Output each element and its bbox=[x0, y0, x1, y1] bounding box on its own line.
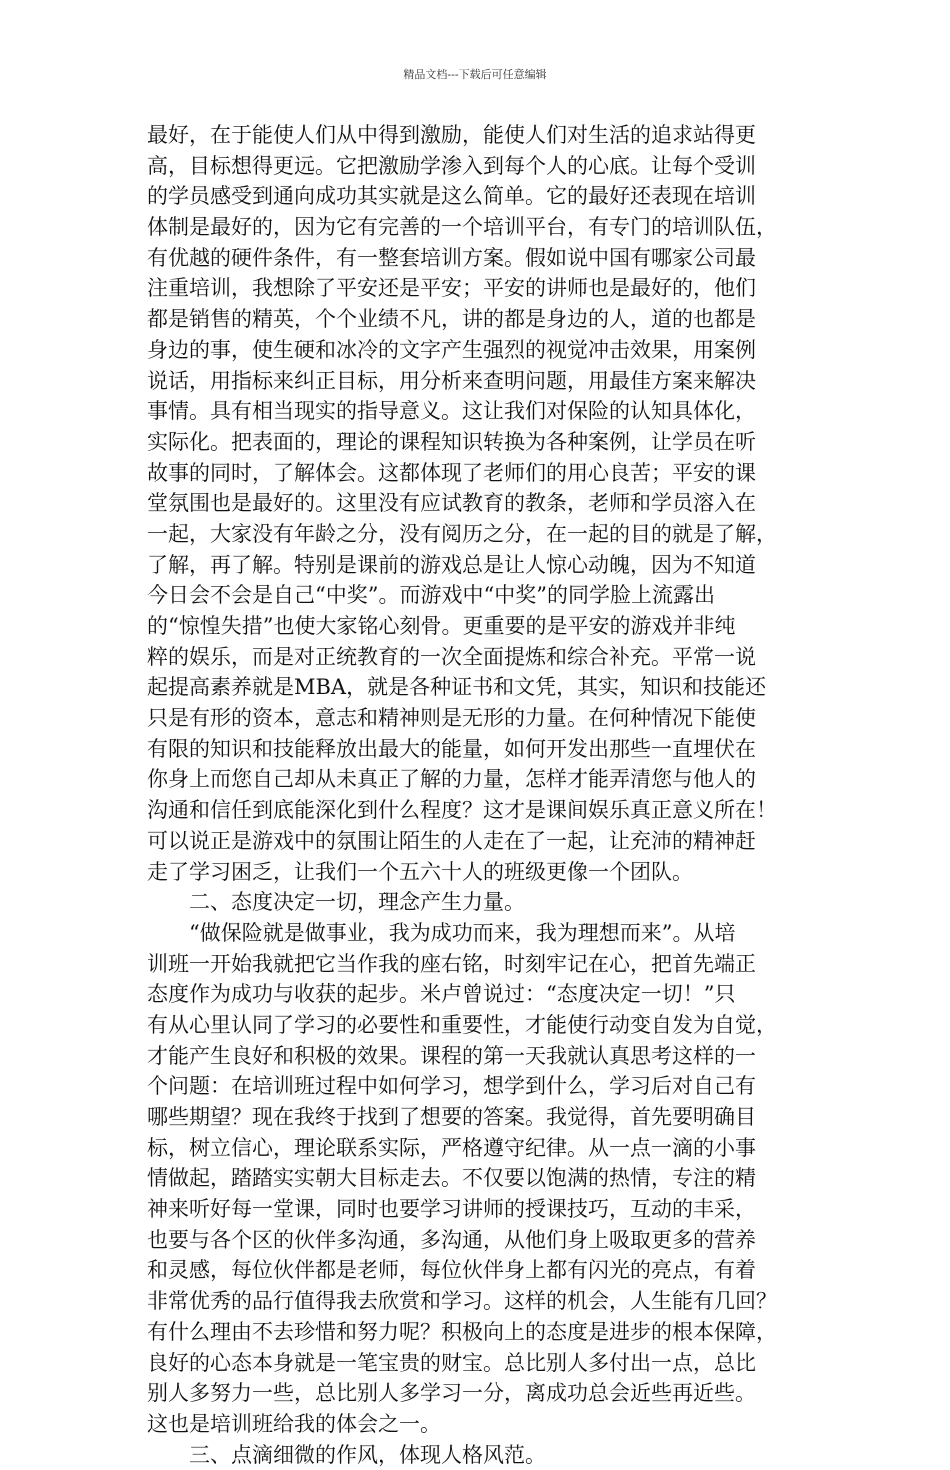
text-line: 训班一开始我就把它当作我的座右铭，时刻牢记在心，把首先端正 bbox=[147, 951, 756, 976]
text-line: 走了学习困乏，让我们一个五六十人的班级更像一个团队。 bbox=[147, 859, 693, 884]
text-line: 情做起，踏踏实实朝大目标走去。不仅要以饱满的热情，专注的精 bbox=[147, 1166, 756, 1191]
text-line: 三、点滴细微的作风，体现人格风范。 bbox=[147, 1442, 546, 1467]
text-line: 才能产生良好和积极的效果。课程的第一天我就认真思考这样的一 bbox=[147, 1043, 756, 1068]
text-line: 实际化。把表面的，理论的课程知识转换为各种案例，让学员在听 bbox=[147, 429, 756, 454]
text-line: “做保险就是做事业，我为成功而来，我为理想而来”。从培 bbox=[147, 920, 736, 945]
text-line: 注重培训，我想除了平安还是平安；平安的讲师也是最好的，他们 bbox=[147, 276, 756, 301]
text-line: 了解，再了解。特别是课前的游戏总是让人惊心动魄，因为不知道 bbox=[147, 552, 756, 577]
text-line: 良好的心态本身就是一笔宝贵的财宝。总比别人多付出一点，总比 bbox=[147, 1350, 756, 1375]
text-line: 个问题：在培训班过程中如何学习，想学到什么，学习后对自己有 bbox=[147, 1074, 756, 1099]
text-line: 有从心里认同了学习的必要性和重要性，才能使行动变自发为自觉， bbox=[147, 1012, 777, 1037]
text-line: 只是有形的资本，意志和精神则是无形的力量。在何种情况下能使 bbox=[147, 706, 756, 731]
text-line: 高，目标想得更远。它把激励学渗入到每个人的心底。让每个受训 bbox=[147, 153, 756, 178]
text-line: 神来听好每一堂课，同时也要学习讲师的授课技巧，互动的丰采， bbox=[147, 1197, 756, 1222]
document-body bbox=[147, 120, 815, 1470]
text-line: 堂氛围也是最好的。这里没有应试教育的教条，老师和学员溶入在 bbox=[147, 491, 756, 516]
text-line: 有优越的硬件条件，有一整套培训方案。假如说中国有哪家公司最 bbox=[147, 245, 756, 270]
text-line: 一起，大家没有年龄之分，没有阅历之分，在一起的目的就是了解， bbox=[147, 521, 777, 546]
text-line: 说话，用指标来纠正目标，用分析来查明问题，用最佳方案来解决 bbox=[147, 368, 756, 393]
text-line: 有什么理由不去珍惜和努力呢？积极向上的态度是进步的根本保障， bbox=[147, 1319, 777, 1344]
text-line: 今日会不会是自己“中奖”。而游戏中“中奖”的同学脸上流露出 bbox=[147, 583, 715, 608]
text-line: 沟通和信任到底能深化到什么程度？这才是课间娱乐真正意义所在！ bbox=[147, 798, 777, 823]
text-line: 你身上而您自己却从未真正了解的力量，怎样才能弄清您与他人的 bbox=[147, 767, 756, 792]
text-line: 别人多努力一些，总比别人多学习一分，离成功总会近些再近些。 bbox=[147, 1381, 756, 1406]
text-line: 也要与各个区的伙伴多沟通，多沟通，从他们身上吸取更多的营养 bbox=[147, 1227, 756, 1252]
text-line: 有限的知识和技能释放出最大的能量，如何开发出那些一直埋伏在 bbox=[147, 736, 756, 761]
text-line: 最好，在于能使人们从中得到激励，能使人们对生活的追求站得更 bbox=[147, 123, 756, 147]
text-line: 标，树立信心，理论联系实际，严格遵守纪律。从一点一滴的小事 bbox=[147, 1135, 756, 1160]
text-line: 这也是培训班给我的体会之一。 bbox=[147, 1411, 441, 1436]
text-line: 非常优秀的品行值得我去欣赏和学习。这样的机会，人生能有几回？ bbox=[147, 1289, 777, 1314]
text-line: 的学员感受到通向成功其实就是这么简单。它的最好还表现在培训 bbox=[147, 184, 756, 209]
text-line: 身边的事，使生硬和冰冷的文字产生强烈的视觉冲击效果，用案例 bbox=[147, 337, 756, 362]
text-line: 粹的娱乐，而是对正统教育的一次全面提炼和综合补充。平常一说 bbox=[147, 644, 756, 669]
text-line: 起提高素养就是MBA，就是各种证书和文凭，其实，知识和技能还 bbox=[147, 675, 767, 700]
text-line: 可以说正是游戏中的氛围让陌生的人走在了一起，让充沛的精神赶 bbox=[147, 828, 756, 853]
text-line: 态度作为成功与收获的起步。米卢曾说过：“态度决定一切！”只 bbox=[147, 982, 736, 1007]
text-line: 和灵感，每位伙伴都是老师，每位伙伴身上都有闪光的亮点，有着 bbox=[147, 1258, 756, 1283]
text-line: 体制是最好的，因为它有完善的一个培训平台，有专门的培训队伍， bbox=[147, 215, 777, 240]
page-header: 精品文档---下载后可任意编辑 bbox=[403, 68, 547, 81]
text-line: 故事的同时，了解体会。这都体现了老师们的用心良苦；平安的课 bbox=[147, 460, 756, 485]
text-line: 事情。具有相当现实的指导意义。这让我们对保险的认知具体化， bbox=[147, 399, 756, 424]
text-line: 都是销售的精英，个个业绩不凡，讲的都是身边的人，道的也都是 bbox=[147, 307, 756, 332]
text-line: 二、态度决定一切，理念产生力量。 bbox=[147, 890, 525, 915]
text-line: 哪些期望？现在我终于找到了想要的答案。我觉得，首先要明确目 bbox=[147, 1105, 756, 1129]
text-line: 的“惊惶失措”也使大家铭心刻骨。更重要的是平安的游戏并非纯 bbox=[147, 614, 736, 638]
